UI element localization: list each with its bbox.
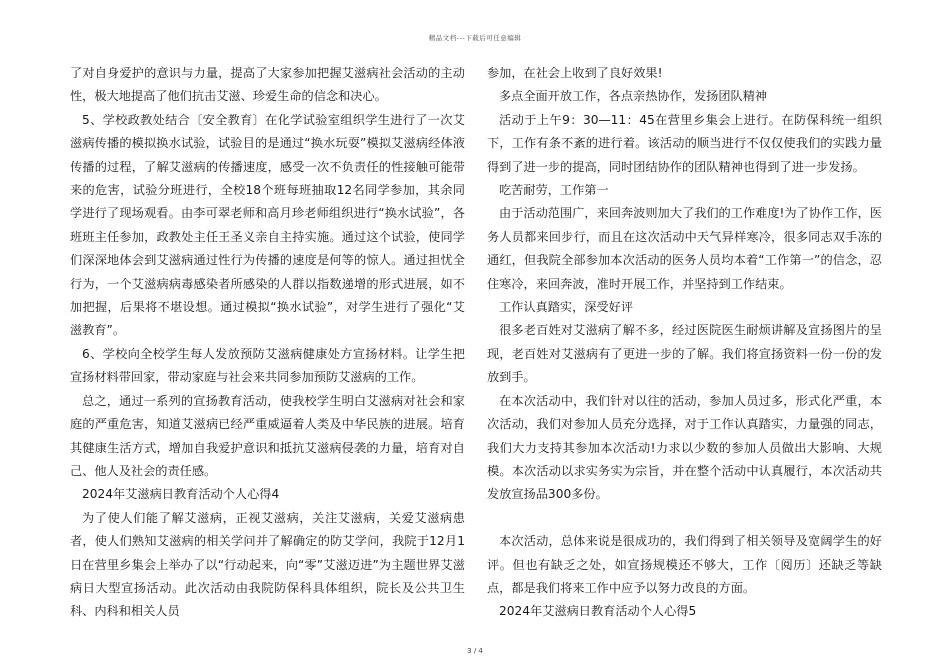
paragraph: 很多老百姓对艾滋病了解不多，经过医院医生耐烦讲解及宣扬图片的呈现，老百姓对艾滋病有了更进一步的了解。我们将宣扬资料一份一份的发放到手。 [487,323,882,385]
paragraph: 在本次活动中，我们针对以往的活动，参加人员过多，形式化严重，本次活动，我们对参加人员充分选择，对于工作认真踏实，力量强的同志，我们大力支持其参加本次活动!力求以少数的参加人员做出大影响、大规模。本次活动以求实务实为宗旨，并在整个活动中认真履行，本次活动共发放宣扬品300多份。 [487,393,882,502]
paragraph: 5、学校政教处结合〔安全教育〕在化学试验室组织学生进行了一次艾滋病传播的模拟换水试验，试验目的是通过“换水玩耍”模拟艾滋病经体液传播的过程，了解艾滋病的传播速度，感受一次不负责任的性接触可能带来的危害，试验分班进行，全校18个班每班抽取12名同学参加，其余同学进行了现场观看。由李可翠老师和高月珍老师组织进行“换水试验”，各班班主任参加，政教处主任王圣义亲自主持实施。通过这个试验，使同学们深深地体会到艾滋病通过性行为传播的速度是何等的惊人。通过担忧全行为，一个艾滋病病毒感染者所感染的人群以指数递增的形式进展，如不加把握，后果将不堪设想。通过模拟“换水试验”，对学生进行了强化“艾滋教育”。 [70,112,465,338]
section-heading: 2024年艾滋病日教育活动个人心得4 [82,487,280,502]
paragraph: 由于活动范围广，来回奔波则加大了我们的工作难度!为了协作工作，医务人员都来回步行，而且在这次活动中天气异样寒冷，很多同志双手冻的通红，但我院全部参加本次活动的医务人员均本着“工作第一”的信念，忍住寒冷，来回奔波，准时开展工作，并坚持到工作结束。 [487,206,882,291]
paragraph: 本次活动，总体来说是很成功的，我们得到了相关领导及宽阔学生的好评。但也有缺乏之处，如宣扬规模还不够大，工作〔阅历〕还缺乏等缺点，都是我们将来工作中应予以努力改良的方面。 [487,534,882,595]
right-column [487,62,882,624]
paragraph: 总之，通过一系列的宣扬教育活动，使我校学生明白艾滋病对社会和家庭的严重危害，知道艾滋病已经严重威逼着人类及中华民族的进展。培育其健康生活方式，增加自我爱护意识和抵抗艾滋病侵袭的力量，培育对自己、他人及社会的责任感。 [70,393,465,478]
page-number: 3 / 4 [467,647,483,655]
paragraph: 参加，在社会上收到了良好效果! [487,66,663,80]
paragraph: 为了使人们能了解艾滋病，正视艾滋病，关注艾滋病，关爱艾滋病患者，使人们熟知艾滋病的相关学问并了解确定的防艾学问，我院于12月1日在营里乡集会上举办了以“行动起来，向“零”艾滋迈进”为主题世界艾滋病日大型宣扬活动。此次活动由我院防保科具体组织，院长及公共卫生科、内科和相关人员 [70,510,465,619]
paragraph: 6、学校向全校学生每人发放预防艾滋病健康处方宣扬材料。让学生把宣扬材料带回家，带动家庭与社会来共同参加预防艾滋病的工作。 [70,346,465,385]
paragraph: 了对自身爱护的意识与力量，提高了大家参加把握艾滋病社会活动的主动性，极大地提高了他们抗击艾滋、珍爱生命的信念和决心。 [70,66,465,104]
paragraph: 活动于上午9：30—11：45在营里乡集会上进行。在防保科统一组织下，工作有条不紊的进行着。该活动的顺当进行不仅仅使我们的实践力量得到了进一步的提高，同时团结协作的团队精神也得到了进一步发扬。 [487,112,882,174]
section-subheading: 多点全面开放工作，各点亲热协作，发扬团队精神 [499,89,768,104]
left-column [70,62,465,624]
section-heading: 2024年艾滋病日教育活动个人心得5 [499,604,697,619]
section-subheading: 工作认真踏实，深受好评 [499,300,634,315]
section-subheading: 吃苦耐劳，工作第一 [499,183,609,198]
page-header: 精品文档---下载后可任意编辑 [428,34,522,42]
blank-line [487,507,882,530]
